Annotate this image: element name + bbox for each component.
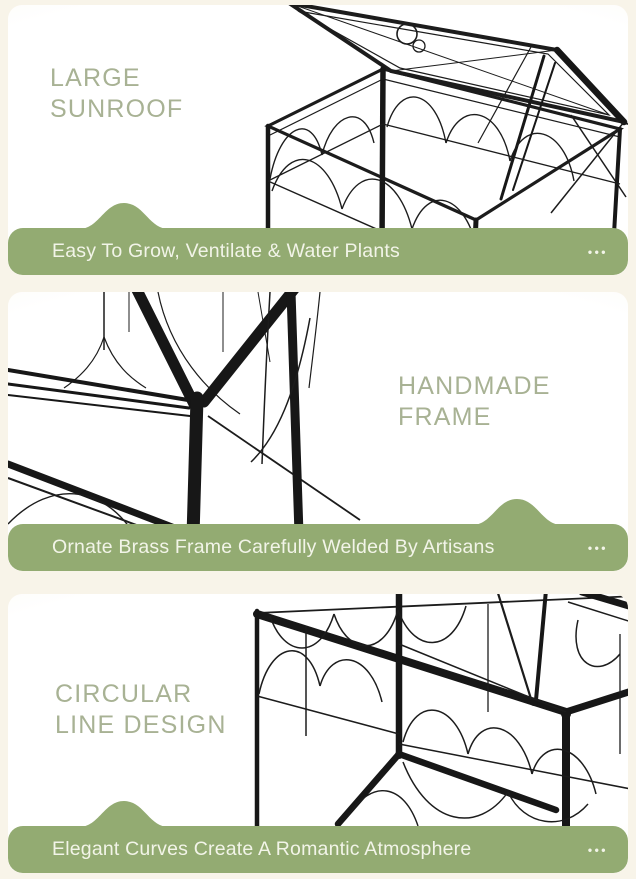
heading-line-2: FRAME bbox=[398, 403, 492, 431]
feature-section-handmade-frame bbox=[8, 292, 628, 571]
ellipsis-dots-icon: ••• bbox=[587, 540, 608, 555]
feature-banner-handmade-frame bbox=[8, 524, 628, 571]
feature-heading-circular-line bbox=[55, 679, 227, 741]
feature-heading-large-sunroof bbox=[50, 63, 183, 125]
feature-section-circular-line bbox=[8, 594, 628, 873]
banner-text: Ornate Brass Frame Carefully Welded By Artisans bbox=[52, 536, 495, 558]
banner-hump-shape bbox=[79, 799, 169, 827]
heading-line-1: LARGE bbox=[50, 64, 141, 92]
banner-text: Easy To Grow, Ventilate & Water Plants bbox=[52, 240, 400, 262]
heading-line-2: SUNROOF bbox=[50, 95, 184, 123]
feature-heading-handmade-frame bbox=[398, 371, 551, 433]
feature-banner-circular-line bbox=[8, 826, 628, 873]
ellipsis-dots-icon: ••• bbox=[587, 244, 608, 259]
banner-hump-shape bbox=[472, 497, 562, 525]
ellipsis-dots-icon: ••• bbox=[587, 842, 608, 857]
heading-line-1: HANDMADE bbox=[398, 372, 551, 400]
banner-hump-shape bbox=[79, 201, 169, 229]
feature-section-sunroof bbox=[8, 5, 628, 275]
feature-banner-sunroof bbox=[8, 228, 628, 275]
banner-text: Elegant Curves Create A Romantic Atmosphere bbox=[52, 838, 472, 860]
heading-line-2: LINE DESIGN bbox=[55, 711, 227, 739]
heading-line-1: CIRCULAR bbox=[55, 680, 193, 708]
